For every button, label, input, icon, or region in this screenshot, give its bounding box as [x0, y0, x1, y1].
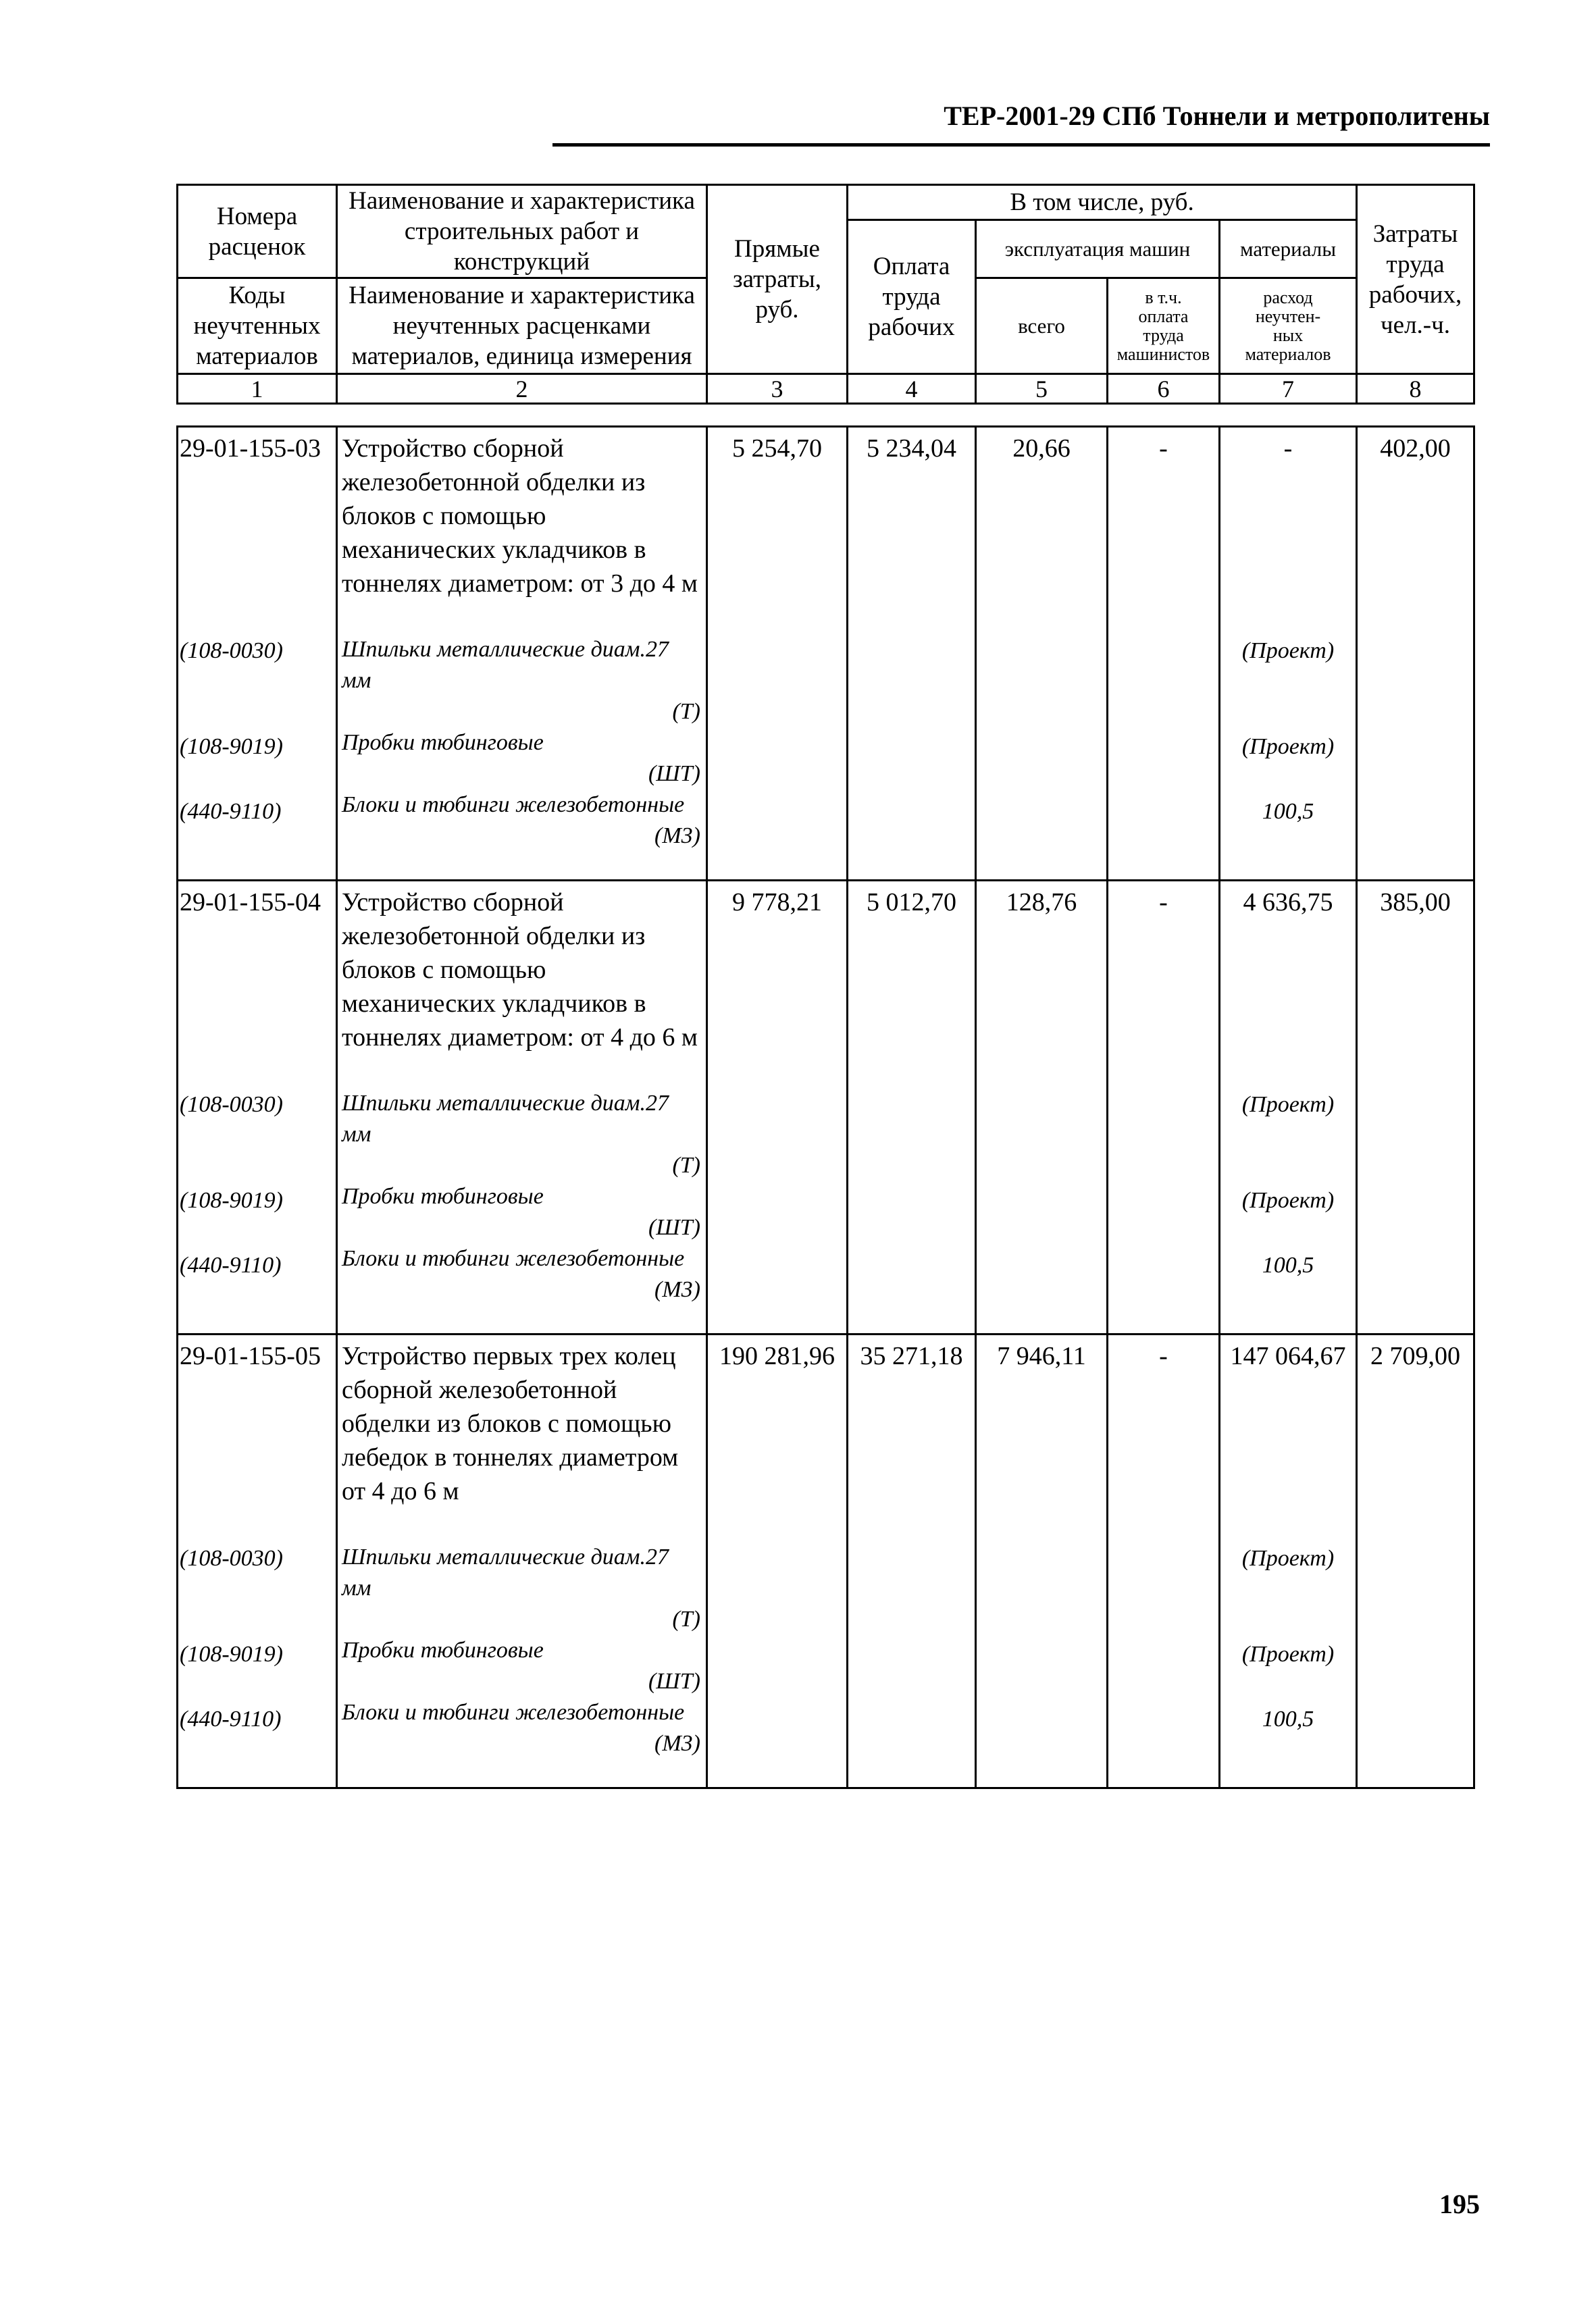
material-consumption: (Проект)	[1241, 1092, 1335, 1117]
header-machinist-pay: в т.ч. оплата труда машинистов	[1108, 278, 1220, 374]
material-name: Пробки тюбинговые	[342, 1184, 544, 1209]
material-code: (440-9110)	[180, 799, 282, 824]
labor-hours: 385,00	[1357, 881, 1474, 1335]
material-consumption: (Проект)	[1241, 638, 1335, 663]
column-number: 6	[1108, 374, 1220, 404]
material-code: (108-9019)	[180, 1188, 283, 1213]
column-number: 2	[337, 374, 707, 404]
material-code: (108-0030)	[180, 1546, 283, 1571]
work-description: Устройство сборной железобетонной обделки из блоков с помощью механических укладчиков в тоннелях диаметром: от 3 до 4 м	[342, 434, 698, 598]
material-name: Шпильки металлические диам.27 мм	[342, 1091, 669, 1147]
material-unit: (Т)	[672, 699, 700, 724]
header-machine-operation: эксплуатация машин	[976, 220, 1220, 278]
table-row	[178, 881, 1474, 1335]
machinist-pay: -	[1108, 427, 1220, 881]
header-unaccounted-materials: расход неучтен- ных материалов	[1220, 278, 1357, 374]
material-unit: (М3)	[654, 1731, 700, 1756]
header-rate-numbers: Номера расценок	[178, 185, 337, 278]
rate-code-cell	[178, 881, 337, 1335]
page-number: 195	[1439, 2189, 1480, 2219]
material-unit: (ШТ)	[648, 1669, 700, 1694]
direct-costs: 5 254,70	[707, 427, 848, 881]
rate-code-cell	[178, 1335, 337, 1788]
machines-total: 128,76	[976, 881, 1108, 1335]
labor-hours: 2 709,00	[1357, 1335, 1474, 1788]
document-title: ТЕР-2001-29 СПб Тоннели и метрополитены	[944, 101, 1490, 131]
rate-name-cell	[337, 1335, 707, 1788]
header-labor-hours: Затраты труда рабочих, чел.-ч.	[1357, 185, 1474, 374]
column-number: 5	[976, 374, 1108, 404]
header-material-names: Наименование и характеристика неучтенных расценками материалов, единица измерения	[337, 278, 707, 374]
material-unit: (ШТ)	[648, 1215, 700, 1240]
column-numbers-row	[178, 374, 1474, 404]
column-number: 1	[178, 374, 337, 404]
material-name: Пробки тюбинговые	[342, 1638, 544, 1663]
material-code: (108-0030)	[180, 1092, 283, 1117]
material-code: (108-9019)	[180, 734, 283, 759]
material-consumption: (Проект)	[1241, 1188, 1335, 1213]
material-consumption: (Проект)	[1241, 1642, 1335, 1667]
materials-cost: 4 636,75	[1243, 888, 1333, 916]
direct-costs: 190 281,96	[707, 1335, 848, 1788]
header-machines-total: всего	[976, 278, 1108, 374]
rate-name-cell	[337, 881, 707, 1335]
material-name: Блоки и тюбинги железобетонные	[342, 792, 685, 817]
worker-pay: 5 234,04	[848, 427, 976, 881]
work-description: Устройство сборной железобетонной обделки из блоков с помощью механических укладчиков в тоннелях диаметром: от 4 до 6 м	[342, 888, 698, 1052]
material-consumption: 100,5	[1262, 1253, 1314, 1278]
material-code: (440-9110)	[180, 1707, 282, 1732]
materials-cost: -	[1283, 434, 1293, 463]
rate-code-cell	[178, 427, 337, 881]
material-name: Блоки и тюбинги железобетонные	[342, 1246, 685, 1271]
material-unit: (ШТ)	[648, 761, 700, 786]
material-unit: (Т)	[672, 1153, 700, 1178]
rate-code: 29-01-155-03	[180, 434, 321, 463]
material-consumption: 100,5	[1262, 1707, 1314, 1732]
machines-total: 20,66	[976, 427, 1108, 881]
column-number: 8	[1357, 374, 1474, 404]
machines-total: 7 946,11	[976, 1335, 1108, 1788]
material-consumption: (Проект)	[1241, 734, 1335, 759]
header-material-codes: Коды неучтенных материалов	[178, 278, 337, 374]
material-consumption: 100,5	[1262, 799, 1314, 824]
column-number: 4	[848, 374, 976, 404]
material-unit: (М3)	[654, 823, 700, 848]
machinist-pay: -	[1108, 1335, 1220, 1788]
material-name: Блоки и тюбинги железобетонные	[342, 1700, 685, 1725]
material-code: (108-0030)	[180, 638, 283, 663]
labor-hours: 402,00	[1357, 427, 1474, 881]
material-code: (108-9019)	[180, 1642, 283, 1667]
header-direct-costs: Прямые затраты, руб.	[707, 185, 848, 374]
rate-name-cell	[337, 427, 707, 881]
table-row	[178, 427, 1474, 881]
column-number: 7	[1220, 374, 1357, 404]
header-worker-pay: Оплата труда рабочих	[848, 220, 976, 374]
rates-table	[176, 425, 1475, 1789]
header-work-name: Наименование и характеристика строительных работ и конструкций	[337, 185, 707, 278]
materials-cell	[1220, 1335, 1357, 1788]
header-materials: материалы	[1220, 220, 1357, 278]
direct-costs: 9 778,21	[707, 881, 848, 1335]
material-name: Пробки тюбинговые	[342, 730, 544, 755]
work-description: Устройство первых трех колец сборной железобетонной обделки из блоков с помощью лебедок в тоннелях диаметром от 4 до 6 м	[342, 1342, 679, 1505]
material-name: Шпильки металлические диам.27 мм	[342, 637, 669, 693]
header-including: В том числе, руб.	[848, 185, 1357, 220]
worker-pay: 35 271,18	[848, 1335, 976, 1788]
table-row	[178, 1335, 1474, 1788]
material-name: Шпильки металлические диам.27 мм	[342, 1545, 669, 1601]
machinist-pay: -	[1108, 881, 1220, 1335]
material-consumption: (Проект)	[1241, 1546, 1335, 1571]
table-header	[176, 184, 1475, 405]
materials-cell	[1220, 427, 1357, 881]
rate-code: 29-01-155-04	[180, 888, 321, 916]
materials-cell	[1220, 881, 1357, 1335]
material-unit: (М3)	[654, 1277, 700, 1302]
worker-pay: 5 012,70	[848, 881, 976, 1335]
column-number: 3	[707, 374, 848, 404]
material-unit: (Т)	[672, 1607, 700, 1632]
rate-code: 29-01-155-05	[180, 1342, 321, 1370]
materials-cost: 147 064,67	[1230, 1342, 1346, 1370]
material-code: (440-9110)	[180, 1253, 282, 1278]
header-rule	[552, 143, 1490, 147]
